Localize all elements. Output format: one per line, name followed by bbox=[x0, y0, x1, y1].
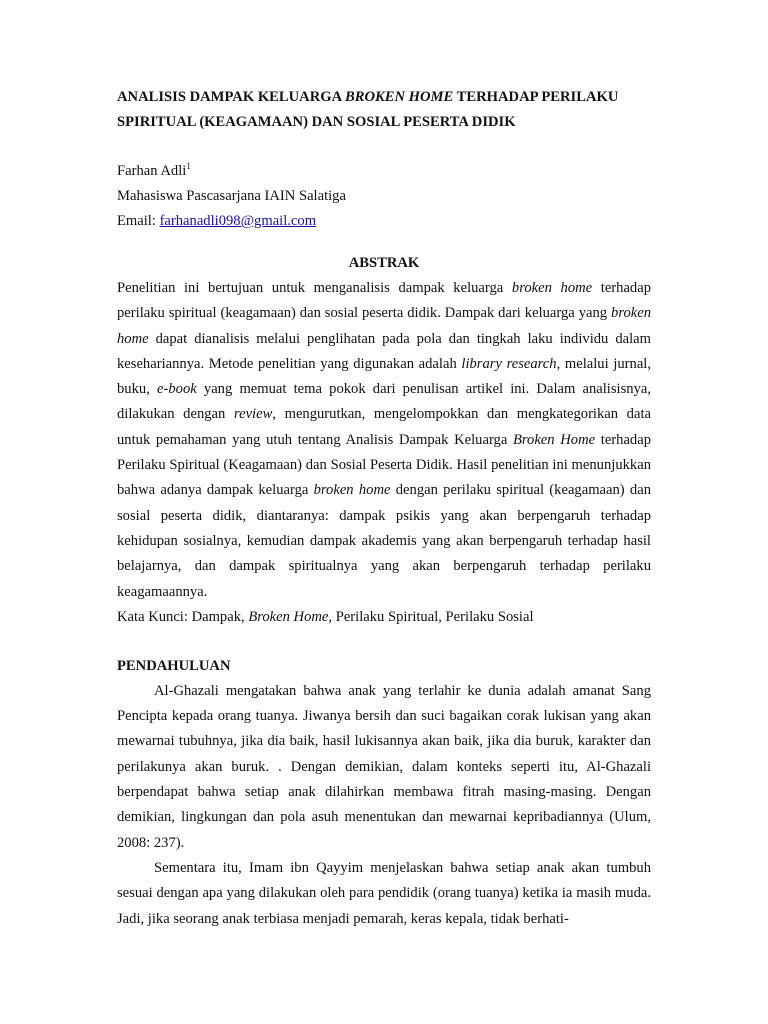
abstract-text: , mengurutkan, mengelompokkan dan mengkategorikan data untuk pemahaman yang utuh tentang Analisis Dampak Keluarga bbox=[117, 406, 651, 448]
title-part-3: TERHADAP PERILAKU SPIRITUAL (KEAGAMAAN) DAN SOSIAL PESERTA DIDIK bbox=[117, 89, 619, 130]
abstract-italic: review bbox=[233, 406, 273, 423]
abstract-italic: e-book bbox=[157, 381, 197, 398]
author-block bbox=[117, 159, 651, 234]
title-italic-part: BROKEN HOME bbox=[344, 89, 454, 105]
intro-paragraph-1: Al-Ghazali mengatakan bahwa anak yang terlahir ke dunia adalah amanat Sang Pencipta kepada orang tuanya. Jiwanya bersih dan suci bagaikan corak lukisan yang akan mewarnai tubuhnya, jika dia baik, hasil lukisannya akan baik, jika dia buruk, karakter dan perilakunya akan buruk. . Dengan demikian, dalam konteks seperti itu, Al-Ghazali berpendapat bahwa setiap anak dilahirkan membawa fitrah masing-masing. Dengan demikian, lingkungan dan pola asuh menentukan dan mewarnai kepribadiannya (Ulum, 2008: 237). bbox=[117, 682, 651, 851]
abstract-italic: broken home bbox=[313, 482, 391, 499]
paper-title bbox=[117, 85, 651, 135]
abstract-text: dapat dianalisis melalui penglihatan pada pola dan tingkah laku individu dalam kesehariannya. Metode penelitian yang digunakan adalah bbox=[117, 330, 651, 372]
footnote-mark: 1 bbox=[186, 161, 191, 172]
document-page bbox=[117, 85, 651, 932]
email-label: Email: bbox=[117, 213, 160, 229]
keywords-suffix: Perilaku Spiritual, Perilaku Sosial bbox=[332, 608, 534, 625]
keywords-prefix: Kata Kunci: Dampak, bbox=[117, 608, 249, 625]
abstract-text: terhadap perilaku spiritual (keagamaan) dan sosial peserta didik. Dampak dari keluarga yang bbox=[117, 280, 652, 322]
email-link[interactable]: farhanadli098@gmail.com bbox=[159, 213, 317, 229]
author-name: Farhan Adli bbox=[117, 163, 187, 179]
abstract-italic: library research bbox=[461, 355, 557, 372]
section-heading-introduction: PENDAHULUAN bbox=[117, 657, 231, 674]
intro-paragraph-2: Sementara itu, Imam ibn Qayyim menjelaskan bahwa setiap anak akan tumbuh sesuai dengan apa yang dilakukan oleh para pendidik (orang tuanya) ketika ia masih muda. Jadi, jika seorang anak terbiasa menjadi pemarah, keras kepala, tidak berhati- bbox=[117, 859, 651, 927]
author-line bbox=[117, 159, 651, 184]
abstract-italic: Broken Home bbox=[512, 431, 596, 448]
keywords-italic: Broken Home, bbox=[248, 608, 333, 625]
abstract-italic: broken home bbox=[511, 280, 593, 296]
author-email-line bbox=[117, 209, 651, 234]
abstract-text: , melalui jurnal, buku, bbox=[117, 355, 652, 398]
keywords-line bbox=[117, 605, 651, 630]
abstract-heading: ABSTRAK bbox=[348, 255, 420, 271]
abstract-text: Penelitian ini bertujuan untuk menganalisis dampak keluarga bbox=[117, 280, 512, 296]
abstract-text: dengan perilaku spiritual (keagamaan) dan sosial peserta didik, diantaranya: dampak psikis yang akan berpengaruh terhadap kehidupan sosialnya, kemudian dampak akademis yang akan berpengaruh terhadap hasil belajarnya, dan dampak spiritualnya yang akan berpengaruh terhadap perilaku keagamaannya. bbox=[117, 482, 651, 600]
abstract-text: yang memuat tema pokok dari penulisan artikel ini. Dalam analisisnya, dilakukan dengan bbox=[117, 381, 651, 423]
abstract-paragraph bbox=[117, 276, 651, 605]
title-part-1: ANALISIS DAMPAK KELUARGA bbox=[117, 89, 345, 105]
author-affiliation: Mahasiswa Pascasarjana IAIN Salatiga bbox=[117, 188, 346, 204]
abstract-italic: broken home bbox=[117, 305, 651, 347]
abstract-text: terhadap Perilaku Spiritual (Keagamaan) dan Sosial Peserta Didik. Hasil penelitian ini menunjukkan bahwa adanya dampak keluarga bbox=[117, 431, 652, 499]
